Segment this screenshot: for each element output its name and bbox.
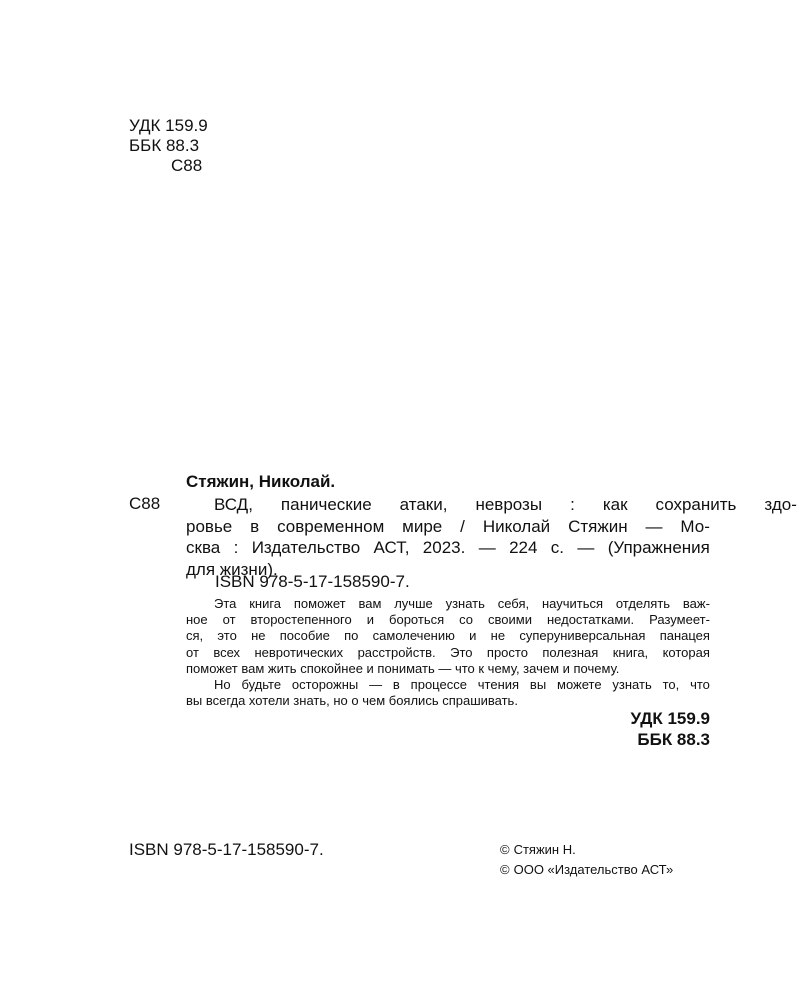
entry-isbn: ISBN 978-5-17-158590-7.	[215, 572, 410, 591]
udk-code: УДК 159.9	[129, 116, 208, 135]
udk-code-bold: УДК 159.9	[630, 709, 710, 728]
annotation-line	[186, 612, 710, 628]
annotation-word: Эта	[214, 596, 237, 611]
bbk-code-bold: ББК 88.3	[637, 730, 710, 749]
annotation-word: чтения	[477, 677, 520, 693]
annotation-word: от	[186, 644, 199, 660]
annotation-word: всех	[213, 644, 241, 660]
bib-word: неврозы	[475, 495, 543, 514]
annotation-word: вы	[529, 677, 547, 693]
footer-isbn: ISBN 978-5-17-158590-7.	[129, 840, 324, 859]
bib-line-4: для жизни).	[186, 559, 278, 579]
annotation-word: то,	[662, 677, 680, 693]
annotation-word: вам	[358, 596, 382, 611]
bib-word: /	[460, 516, 465, 536]
annotation-word: узнать	[445, 596, 485, 611]
annotation-word: второстепенного	[250, 612, 352, 628]
copyright-symbol: ©	[500, 842, 510, 857]
annotation-word: отделять	[615, 596, 671, 611]
annotation-line: поможет вам жить спокойнее и понимать — что к чему, зачем и почему.	[186, 660, 620, 676]
bib-word: мире	[402, 516, 443, 536]
bib-word: :	[570, 495, 575, 514]
bib-word: панические	[280, 495, 372, 514]
annotation-word: самолечению	[372, 628, 455, 644]
annotation-word: просто	[486, 644, 528, 660]
bib-word: Издательство	[251, 538, 361, 557]
bib-line-2	[186, 516, 710, 538]
annotation-word: и	[366, 612, 375, 628]
annotation-word: Это	[450, 644, 473, 660]
annotation-word: научиться	[541, 596, 604, 611]
annotation-word: осторожны	[291, 677, 359, 693]
bib-word: современном	[277, 516, 385, 536]
bib-word: АСТ,	[373, 538, 410, 557]
copyright-publisher-text: ООО «Издательство АСТ»	[513, 862, 674, 877]
bib-word: Николай	[482, 516, 551, 536]
annotation-line	[186, 628, 710, 644]
annotation-word: расстройств.	[357, 644, 436, 660]
annotation-line	[186, 645, 710, 661]
bib-word: 224	[509, 538, 538, 557]
annotation-word: —	[369, 677, 383, 693]
annotation-word: важ-	[682, 596, 710, 611]
bib-word: сохранить	[655, 495, 737, 514]
bib-word: 2023.	[422, 538, 466, 557]
copyright-author	[500, 840, 673, 860]
annotation-word: узнать	[612, 677, 652, 693]
annotation-word: ся,	[186, 628, 204, 644]
annotation-word: можете	[557, 677, 602, 693]
bib-word: ВСД,	[214, 495, 253, 514]
bib-word: ровье	[186, 516, 233, 536]
annotation-word: Разумеет-	[649, 612, 710, 628]
bib-word: (Упражнения	[607, 538, 710, 557]
annotation-word: полезная	[542, 644, 599, 660]
annotation-line	[186, 677, 710, 693]
annotation-line: вы всегда хотели знать, но о чем боялись спрашивать.	[186, 693, 518, 709]
annotation-word: лучше	[394, 596, 433, 611]
annotation-word: и	[469, 628, 477, 644]
annotation-word: бороться	[389, 612, 445, 628]
annotation-word: панацея	[659, 628, 710, 644]
bib-word: с.	[550, 538, 565, 557]
copyright-symbol: ©	[500, 862, 510, 877]
bib-word: —	[645, 516, 663, 536]
copyright-author-text: Стяжин Н.	[513, 842, 576, 857]
bib-word: здо-	[764, 495, 797, 514]
annotation-word: которая	[662, 644, 710, 660]
annotation-word: ное	[186, 612, 208, 628]
annotation-word: пособие	[279, 628, 330, 644]
annotation	[186, 596, 710, 709]
annotation-word: невротических	[254, 644, 344, 660]
copyright-publisher	[500, 860, 673, 880]
annotation-line	[186, 596, 710, 612]
bibliographic-description	[186, 494, 797, 580]
bib-word: :	[233, 538, 239, 557]
annotation-word: это	[217, 628, 237, 644]
bib-line-3	[186, 537, 710, 559]
bib-word: в	[250, 516, 260, 536]
bbk-code: ББК 88.3	[129, 136, 200, 155]
bib-word: сква	[186, 538, 221, 557]
annotation-word: недостатками.	[546, 612, 635, 628]
annotation-word: будьте	[241, 677, 282, 693]
bib-word: Мо-	[680, 516, 710, 536]
annotation-word: что	[690, 677, 710, 693]
entry-author-mark: С88	[129, 494, 161, 513]
bib-line-1	[186, 494, 797, 516]
annotation-word: от	[222, 612, 236, 628]
copyright-block	[500, 840, 673, 880]
annotation-word: со	[459, 612, 474, 628]
annotation-word: не	[490, 628, 506, 644]
bib-word: как	[602, 495, 628, 514]
bib-word: Стяжин	[568, 516, 628, 536]
annotation-word: своими	[488, 612, 532, 628]
annotation-word: себя,	[497, 596, 530, 611]
annotation-word: по	[344, 628, 359, 644]
author-mark: С88	[171, 156, 203, 175]
annotation-word: поможет	[293, 596, 346, 611]
annotation-word: суперуниверсальная	[519, 628, 646, 644]
annotation-word: не	[251, 628, 266, 644]
annotation-word: в	[392, 677, 400, 693]
annotation-word: книга,	[612, 644, 649, 660]
bib-word: —	[478, 538, 496, 557]
annotation-word: книга	[249, 596, 282, 611]
entry-author: Стяжин, Николай.	[186, 472, 336, 491]
bib-word: —	[577, 538, 595, 557]
annotation-word: процессе	[410, 677, 467, 693]
classification-block	[129, 116, 208, 176]
annotation-word: Но	[214, 677, 231, 693]
classification-codes-bold	[631, 708, 710, 750]
bib-word: атаки,	[399, 495, 448, 514]
